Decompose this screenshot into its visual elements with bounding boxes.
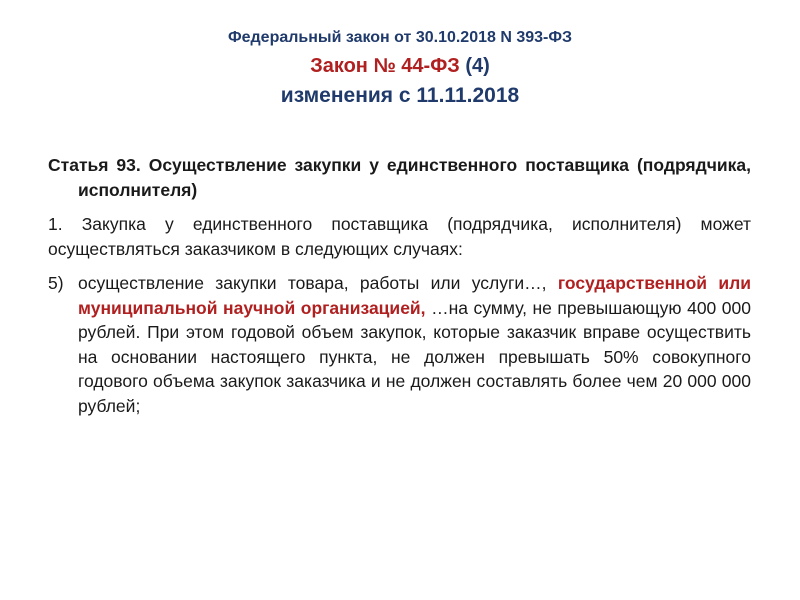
article-body [48,153,751,418]
article-heading-text: Статья 93. Осуществление закупки у единственного поставщика (подрядчика, исполнителя) [48,155,751,200]
clause-1 [48,212,751,261]
item-5-lead: осуществление закупки товара, работы или услуги…, [78,273,547,293]
changes-date-title: изменения с 11.11.2018 [280,84,520,107]
title-part-number: (4) [459,55,490,77]
item-5-highlight: государственной или муниципальной научной организацией, [78,273,751,318]
law-subtitle: Федеральный закон от 30.10.2018 N 393-ФЗ [227,29,573,46]
slide-header [0,28,800,108]
item-5-rest: …на сумму, не превышающую 400 000 рублей. При этом годовой объем закупок, которые заказчик вправе осуществить на основании настоящего пункта, не должен превышать 50% совокупного годового объема закупок заказчика и не должен составлять более чем 20 000 000 рублей; [78,297,752,416]
article-heading [48,153,751,202]
item-5-number: 5) [48,273,64,293]
title-main: Закон № 44-ФЗ [310,55,460,77]
item-5-text [48,271,751,418]
slide-title [0,54,800,78]
item-5 [48,271,751,418]
clause-1-text: 1. Закупка у единственного поставщика (подрядчика, исполнителя) может осуществляться заказчиком в следующих случаях: [48,214,751,259]
